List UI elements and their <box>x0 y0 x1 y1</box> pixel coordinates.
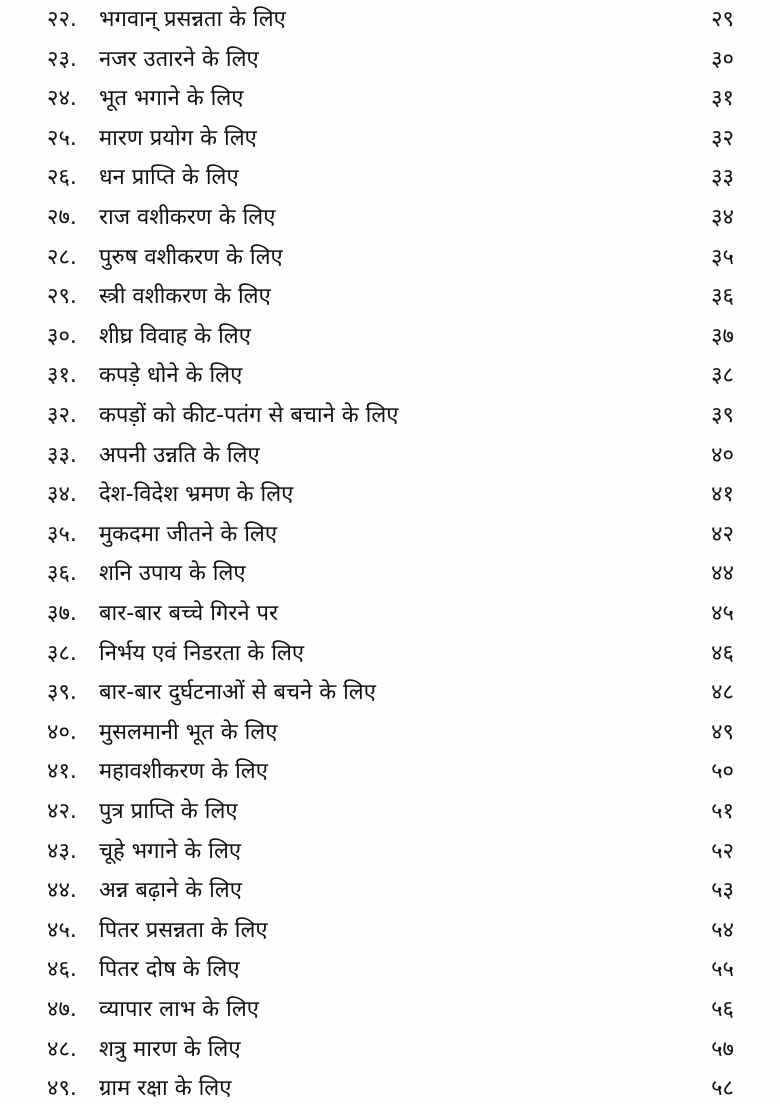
toc-entry <box>0 792 780 832</box>
entry-page-number: ५८ <box>711 1076 734 1102</box>
entry-page-number: ३८ <box>711 363 734 389</box>
toc-entry <box>0 990 780 1030</box>
entry-title: भूत भगाने के लिए <box>99 86 244 112</box>
entry-title: शीघ्र विवाह के लिए <box>99 323 251 349</box>
toc-entry <box>0 79 780 119</box>
entry-page-number: ५६ <box>711 997 734 1022</box>
entry-number: ४५. <box>47 917 77 943</box>
entry-page-number: ४६ <box>711 640 734 666</box>
entry-page-number: ४४ <box>711 561 734 587</box>
entry-number: ४४. <box>47 878 77 904</box>
toc-entry <box>0 871 780 911</box>
toc-entry <box>0 1069 780 1109</box>
toc-entry <box>0 317 780 357</box>
entry-title: महावशीकरण के लिए <box>99 759 268 785</box>
entry-title: बार-बार दुर्घटनाओं से बचने के लिए <box>99 680 376 706</box>
entry-number: ३६. <box>47 561 77 587</box>
entry-number: ३८. <box>47 640 77 666</box>
toc-entry <box>0 713 780 753</box>
toc-entry <box>0 1030 780 1070</box>
entry-page-number: ५२ <box>711 838 734 864</box>
entry-title: मुकदमा जीतने के लिए <box>99 521 278 547</box>
entry-title: पुरुष वशीकरण के लिए <box>99 244 283 270</box>
entry-number: २५. <box>47 125 77 151</box>
entry-page-number: ४० <box>711 442 734 468</box>
entry-title: पितर दोष के लिए <box>99 957 240 983</box>
entry-page-number: ३४ <box>711 205 734 230</box>
entry-page-number: ३५ <box>711 244 734 270</box>
toc-entry <box>0 238 780 278</box>
toc-entry <box>0 911 780 951</box>
entry-number: ३२. <box>47 403 77 428</box>
entry-page-number: ३२ <box>711 125 734 151</box>
entry-page-number: ३३ <box>711 165 734 191</box>
entry-page-number: ३९ <box>711 403 734 428</box>
entry-page-number: ३० <box>711 46 734 72</box>
entry-title: बार-बार बच्चे गिरने पर <box>99 601 279 626</box>
entry-number: २८. <box>47 244 77 270</box>
toc-entry <box>0 436 780 476</box>
entry-title: मारण प्रयोग के लिए <box>99 125 257 151</box>
entry-page-number: ५१ <box>711 799 734 824</box>
entry-title: शनि उपाय के लिए <box>99 561 246 587</box>
entry-title: शत्रु मारण के लिए <box>99 1036 241 1062</box>
entry-number: २९. <box>47 284 77 310</box>
entry-title: धन प्राप्ति के लिए <box>99 165 239 191</box>
entry-page-number: ४५ <box>711 601 734 626</box>
entry-page-number: ४८ <box>711 680 734 706</box>
entry-title: अन्न बढ़ाने के लिए <box>99 878 242 904</box>
entry-page-number: ५३ <box>711 878 734 904</box>
entry-page-number: ४२ <box>711 521 734 547</box>
entry-title: चूहे भगाने के लिए <box>99 838 242 864</box>
entry-number: ३१. <box>47 363 77 389</box>
toc-entry <box>0 554 780 594</box>
entry-number: ४१. <box>47 759 77 785</box>
toc-entry <box>0 277 780 317</box>
entry-title: भगवान् प्रसन्नता के लिए <box>99 7 286 32</box>
toc-entry <box>0 158 780 198</box>
entry-number: २४. <box>47 86 77 112</box>
entry-number: २२. <box>47 7 77 32</box>
toc-entry <box>0 594 780 634</box>
entry-title: स्त्री वशीकरण के लिए <box>99 284 271 310</box>
entry-number: २७. <box>47 205 77 230</box>
entry-number: २३. <box>47 46 77 72</box>
entry-page-number: ५५ <box>711 957 734 983</box>
entry-number: ४०. <box>47 719 77 745</box>
entry-title: कपड़ों को कीट-पतंग से बचाने के लिए <box>99 403 399 428</box>
entry-title: नजर उतारने के लिए <box>99 46 259 72</box>
toc-entry <box>0 0 780 40</box>
entry-number: ३०. <box>47 323 77 349</box>
entry-title: मुसलमानी भूत के लिए <box>99 719 278 745</box>
entry-page-number: ५० <box>711 759 734 785</box>
toc-entry <box>0 475 780 515</box>
entry-title: निर्भय एवं निडरता के लिए <box>99 640 305 666</box>
entry-title: राज वशीकरण के लिए <box>99 205 276 230</box>
entry-page-number: ३६ <box>711 284 734 310</box>
entry-title: अपनी उन्नति के लिए <box>99 442 260 468</box>
toc-entry <box>0 198 780 238</box>
entry-number: ३३. <box>47 442 77 468</box>
toc-entry <box>0 356 780 396</box>
entry-number: ४७. <box>47 997 77 1022</box>
entry-page-number: ४९ <box>711 719 734 745</box>
toc-entry <box>0 752 780 792</box>
entry-title: पितर प्रसन्नता के लिए <box>99 917 268 943</box>
toc-entry <box>0 832 780 872</box>
entry-number: ३९. <box>47 680 77 706</box>
entry-number: ३७. <box>47 601 77 626</box>
entry-title: देश-विदेश भ्रमण के लिए <box>99 482 294 508</box>
entry-title: व्यापार लाभ के लिए <box>99 997 259 1022</box>
toc-entry <box>0 673 780 713</box>
entry-page-number: २९ <box>711 7 734 32</box>
toc-entry <box>0 40 780 80</box>
entry-title: ग्राम रक्षा के लिए <box>99 1076 232 1102</box>
entry-page-number: ४१ <box>711 482 734 508</box>
toc-entry <box>0 396 780 436</box>
entry-number: ४६. <box>47 957 77 983</box>
entry-number: ४९. <box>47 1076 77 1102</box>
entry-number: २६. <box>47 165 77 191</box>
toc-entry <box>0 634 780 674</box>
entry-page-number: ३७ <box>711 323 734 349</box>
entry-page-number: ५४ <box>711 917 734 943</box>
entry-page-number: ५७ <box>711 1036 734 1062</box>
entry-number: ३४. <box>47 482 77 508</box>
entry-number: ४३. <box>47 838 77 864</box>
entry-number: ३५. <box>47 521 77 547</box>
toc-entry <box>0 515 780 555</box>
toc-entry <box>0 119 780 159</box>
entry-page-number: ३१ <box>711 86 734 112</box>
entry-title: कपड़े धोने के लिए <box>99 363 243 389</box>
toc-entry <box>0 950 780 990</box>
entry-number: ४२. <box>47 799 77 824</box>
entry-number: ४८. <box>47 1036 77 1062</box>
entry-title: पुत्र प्राप्ति के लिए <box>99 799 238 824</box>
